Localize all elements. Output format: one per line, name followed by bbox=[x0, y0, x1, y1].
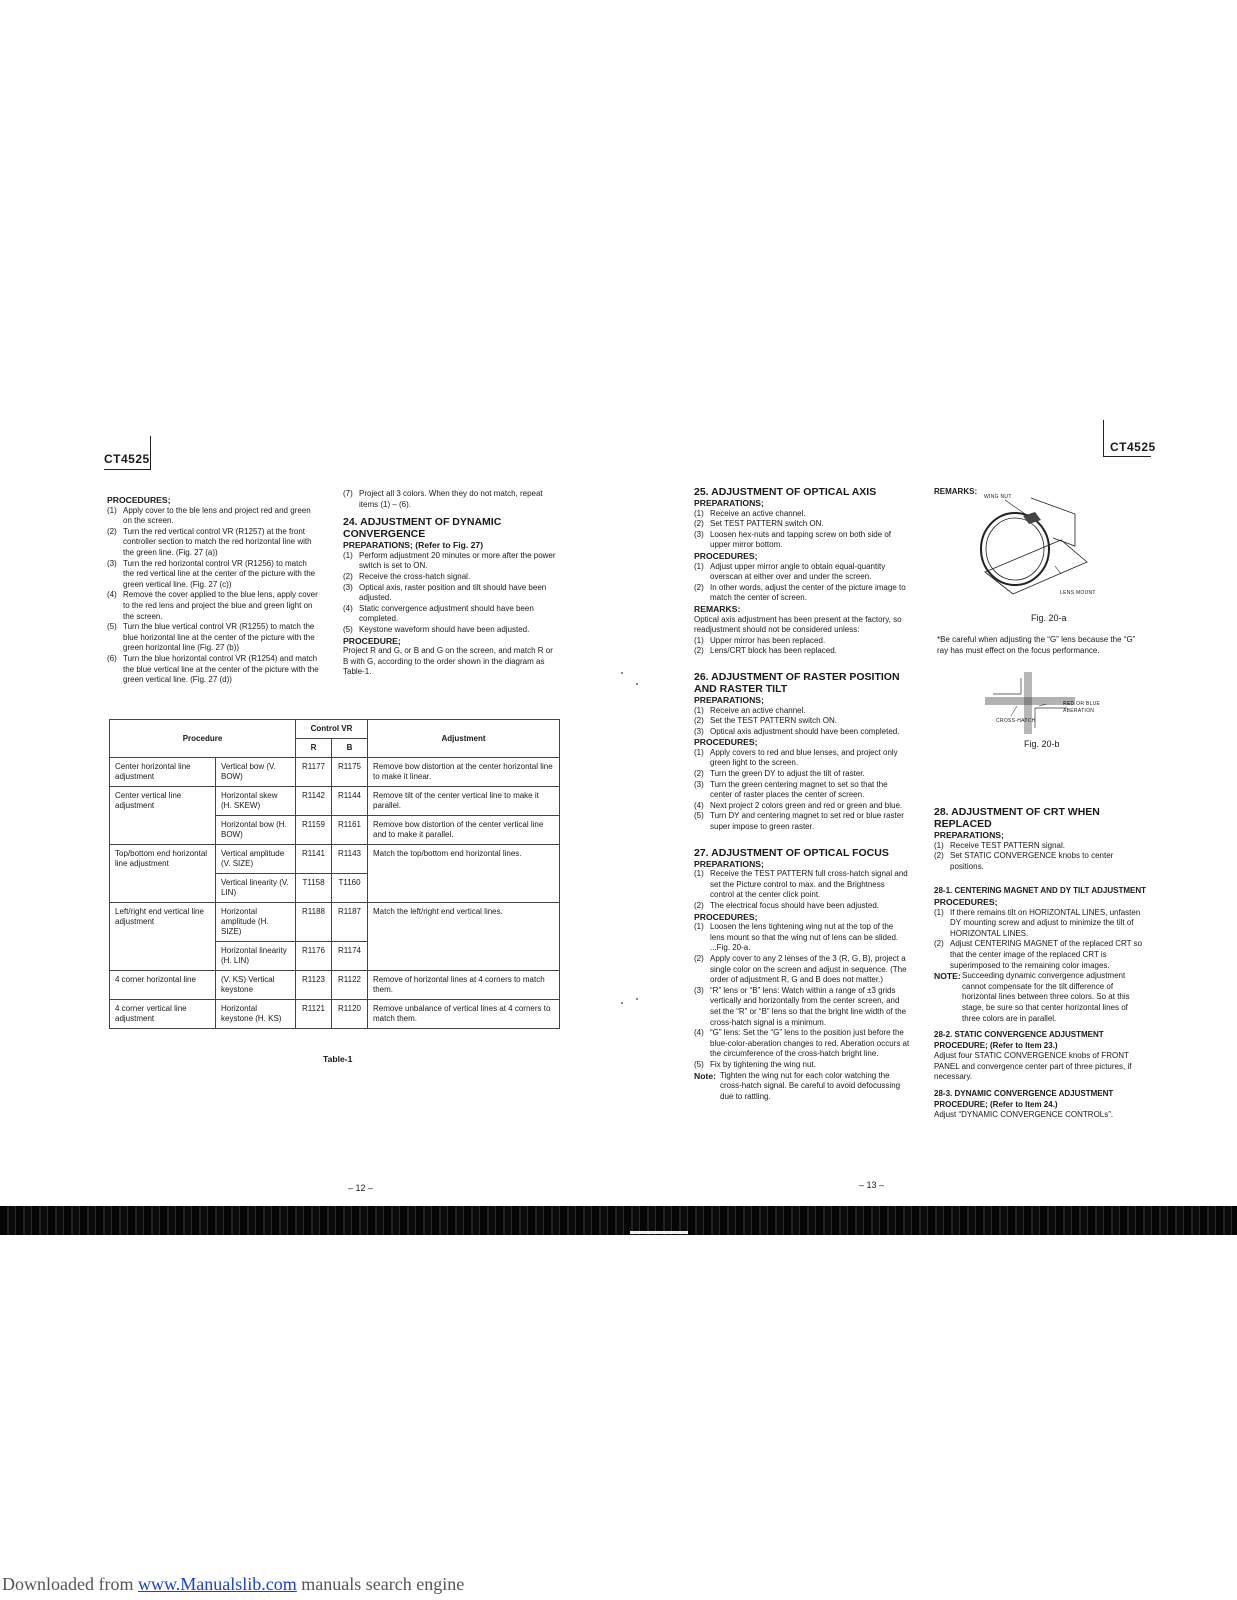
note: NOTE: Succeeding dynamic convergence adjustment cannot compensate for the tilt difference of horizontal lines between three colors. So at this stage, be sure so that center horizontal lines of three colors are in parallel. bbox=[934, 971, 1130, 1023]
list-item: (1) Receive an active channel. bbox=[694, 508, 806, 518]
list-item: (6) Turn the blue horizontal control VR (R1254) and match the blue vertical line at the center of the picture with the green vertical line. (Fig. 27 (d)) bbox=[107, 653, 319, 685]
list-item: (1) If there remains tilt on HORIZONTAL LINES, unfasten DY mounting screw and adjust to minimize the tilt of HORIZONTAL LINES. bbox=[934, 907, 1141, 938]
table-header-procedure: Procedure bbox=[110, 720, 296, 758]
list-item: (3) Turn the green centering magnet to set so that the center of raster places the center of screen. bbox=[694, 779, 888, 800]
list-item: (5) Fix by tightening the wing nut. bbox=[694, 1059, 816, 1069]
table-row: Left/right end vertical line adjustment Horizontal amplitude (H. SIZE) R1188 R1187 Match the left/right end vertical lines. bbox=[110, 903, 560, 942]
scan-speck bbox=[621, 1002, 623, 1004]
procedures-title: PROCEDURES; bbox=[107, 495, 171, 505]
figure-20b-caption: Fig. 20-b bbox=[1024, 739, 1060, 749]
list-item: (1) Receive the TEST PATTERN full cross-hatch signal and set the Picture control to max. and the Brightness control at the center click point. bbox=[694, 869, 908, 900]
list-item: (1) Receive TEST PATTERN signal. bbox=[934, 840, 1065, 850]
table-header-adjustment: Adjustment bbox=[368, 720, 560, 758]
right-column-section-28: 28. ADJUSTMENT OF CRT WHEN REPLACED PREPARATIONS; (1) Receive TEST PATTERN signal. (2) Set STATIC CONVERGENCE knobs to center positions. 28-1. CENTERING MAGNET AND DY TILT ADJUSTMENT PROCEDURES; (1) If there remains tilt on HORIZONTAL LINES, unfasten DY mounting screw and adjust to minimize the tilt of HORIZONTAL LINES. (2) Adjust CENTERING MAGNET of the replaced CRT so that the center image of the replaced CRT is superimposed to the remaining color images. NOTE: Succeeding dynamic convergence adjustment cannot compensate for the tilt difference of horizontal lines between three colors. So at this stage, be sure so that center horizontal lines of three colors are in parallel. 28-2. STATIC CONVERGENCE ADJUSTMENT PROCEDURE; (Refer to Item 23.) Adjust four STATIC CONVERGENCE knobs of FRONT PANEL and convergence center part of three pictures, if necessary. 28-3. DYNAMIC CONVERGENCE ADJUSTMENT PROCEDURE; (Refer to Item 24.) Adjust “DYNAMIC CONVERGENCE CONTROLs”. bbox=[934, 806, 1147, 1120]
table-header-b: B bbox=[332, 739, 368, 758]
section-28-1-title: 28-1. CENTERING MAGNET AND DY TILT ADJUSTMENT bbox=[934, 886, 1147, 896]
list-item: (5) Turn DY and centering magnet to set red or blue raster super impose to green raster. bbox=[694, 811, 904, 832]
list-item: (5) Turn the blue vertical control VR (R1255) to match the blue horizontal line at the center of the picture with the green horizontal line (Fig. 27 (b)) bbox=[107, 622, 315, 653]
note: Note: Tighten the wing nut for each color watching the cross-hatch signal. Be careful to avoid defocussing due to rattling. bbox=[694, 1070, 901, 1101]
section-28-2-title: 28-2. STATIC CONVERGENCE ADJUSTMENT bbox=[934, 1030, 1104, 1040]
list-item: (1) Upper mirror has been replaced. bbox=[694, 635, 826, 645]
manualslib-link[interactable]: www.Manualslib.com bbox=[137, 1574, 297, 1594]
list-item: (1) Receive an active channel. bbox=[694, 705, 806, 715]
scan-speck bbox=[636, 998, 638, 1000]
model-label-right: CT4525 bbox=[1110, 440, 1156, 454]
list-item: (4) “G” lens: Set the “G” lens to the position just before the blue-color-aberation changes to red. Aberation occurs at the circumference of the cross-hatch bright line. bbox=[694, 1028, 910, 1059]
list-item: (1) Apply cover to the ble lens and project red and green on the screen. bbox=[107, 505, 311, 526]
section-24-title: 24. ADJUSTMENT OF DYNAMIC CONVERGENCE bbox=[343, 516, 502, 541]
list-item: (4) Remove the cover applied to the blue lens, apply cover to the red lens and project the blue and green light on the screen. bbox=[107, 590, 318, 621]
table-header-control-vr: Control VR bbox=[296, 720, 368, 739]
red-or-blue-label: RED OR BLUE bbox=[1063, 701, 1101, 707]
list-item: (2) Turn the green DY to adjust the tilt of raster. bbox=[694, 769, 865, 779]
list-item: (3) Turn the red horizontal control VR (R1256) to match the red vertical line at the center of the picture with the green vertical line. (Fig. 27 (c)) bbox=[107, 558, 316, 589]
list-item: (1) Perform adjustment 20 minutes or more after the power switch is set to ON. bbox=[343, 550, 556, 571]
section-25-title: 25. ADJUSTMENT OF OPTICAL AXIS bbox=[694, 486, 877, 498]
left-column-section-24 bbox=[343, 489, 558, 678]
model-label-left: CT4525 bbox=[104, 452, 150, 466]
table-caption: Table-1 bbox=[323, 1054, 353, 1064]
table-row: Center horizontal line adjustment Vertical bow (V. BOW) R1177 R1175 Remove bow distortion at the center horizontal line to make it linear. bbox=[110, 758, 560, 787]
list-item: (2) Adjust CENTERING MAGNET of the replaced CRT so that the center image of the replaced CRT is superimposed to the remaining color images. bbox=[934, 939, 1143, 970]
list-item: (3) Loosen hex-nuts and tapping screw on both side of upper mirror bottom. bbox=[694, 529, 892, 550]
scan-speck bbox=[621, 672, 623, 674]
cross-hatch-figure bbox=[985, 672, 1075, 734]
section-26-title: 26. ADJUSTMENT OF RASTER POSITION AND RASTER TILT bbox=[694, 670, 900, 695]
list-item: (2) The electrical focus should have been adjusted. bbox=[694, 901, 879, 910]
figure-note: *Be careful when adjusting the “G” lens because the “G” ray has must effect on the focus performance. bbox=[937, 635, 1136, 655]
section-24-proc-title: PROCEDURE; bbox=[343, 635, 401, 646]
cross-hatch-label: CROSS-HATCH bbox=[996, 718, 1036, 724]
list-item: (2) Set TEST PATTERN switch ON. bbox=[694, 519, 824, 529]
list-item: (2) In other words, adjust the center of the picture image to match the center of screen. bbox=[694, 582, 906, 603]
right-column-sections-25-27: 25. ADJUSTMENT OF OPTICAL AXIS PREPARATIONS; (1) Receive an active channel. (2) Set TEST PATTERN switch ON. (3) Loosen hex-nuts and tapping screw on both side of upper mirror bottom. PROCEDURES; (1) Adjust upper mirror angle to obtain equal-quantity overscan at either over and under the screen. (2) In other words, adjust the center of the picture image to match the center of screen. REMARKS: Optical axis adjustment has been present at the factory, so readjustment should not be considered unless: (1) Upper mirror has been replaced. (2) Lens/CRT block has been replaced. 26. ADJUSTMENT OF RASTER POSITION AND RASTER TILT PREPARATIONS; (1) Receive an active channel. (2) Set the TEST PATTERN switch ON. (3) Optical axis adjustment should have been completed. PROCEDURES; (1) Apply covers to red and blue lenses, and project only green light to the screen. (2) Turn the green DY to adjust the tilt of raster. (3) Turn the green centering magnet to set so that the center of raster places the center of screen. (4) Next project 2 colors green and red or green and blue. (5) Turn DY and centering magnet to set red or blue raster super impose to green raster. 27. ADJUSTMENT OF OPTICAL FOCUS PREPARATIONS; (1) Receive the TEST PATTERN full cross-hatch signal and set the Picture control to max. and the Brightness control at the center click point. (2) The electrical focus should have been adjusted. PROCEDURES; (1) Loosen the lens tightening wing nut at the top of the lens mount so that the wing nut of lens can be slided. ...Fig. 20-a. (2) Apply cover to any 2 lenses of the 3 (R, G, B), project a single color on the screen and adjust in sequence. (The order of adjustment R, G and B does not matter.) (3) “R” lens or “B” lens: Watch within a range of ±3 grids vertically and horizontally from the center screen, and set the “R” or “B” lens so that the bright line width of the cross-hatch signal is a minimum. (4) “G” lens: Set the “G” lens to the position just before the blue-color-aberation changes to red. Aberation occurs at the circumference of the cross-hatch bright line. (5) Fix by tightening the wing nut. Note: Tighten the wing nut for each color watching the cross-hatch signal. Be careful to avoid defocussing due to rattling. bbox=[694, 486, 910, 1101]
list-item: (2) Turn the red vertical control VR (R1257) at the front controller section to match the red horizontal line with the green line. (Fig. 27 (a)) bbox=[107, 526, 312, 557]
page-number-right: – 13 – bbox=[859, 1180, 885, 1190]
table-row: Top/bottom end horizontal line adjustment Vertical amplitude (V. SIZE) R1141 R1143 Match the top/bottom end horizontal lines. bbox=[110, 845, 560, 874]
figure-remarks-title: REMARKS: bbox=[934, 487, 978, 496]
lens-mount-label: LENS MOUNT bbox=[1060, 590, 1096, 596]
list-item: (2) Lens/CRT block has been replaced. bbox=[694, 646, 837, 656]
list-item: (3) Optical axis, raster position and tilt should have been adjusted. bbox=[343, 582, 547, 603]
download-footer: Downloaded from www.Manualslib.com manuals search engine bbox=[2, 1574, 465, 1594]
list-item: (5) Keystone waveform should have been adjusted. bbox=[343, 624, 530, 634]
list-item: (2) Receive the cross-hatch signal. bbox=[343, 571, 471, 581]
scan-edge-strip bbox=[0, 1206, 1237, 1235]
list-item: (1) Apply covers to red and blue lenses, and project only green light to the screen. bbox=[694, 747, 898, 768]
header-tick-left bbox=[150, 436, 151, 470]
list-item: (2) Apply cover to any 2 lenses of the 3 (R, G, B), project a single color on the screen and adjust in sequence. (The order of adjustment R, G and B does not matter.) bbox=[694, 953, 907, 985]
aberation-label: ABERATION bbox=[1063, 708, 1095, 714]
figure-20a-caption: Fig. 20-a bbox=[1031, 613, 1067, 623]
list-item: (4) Next project 2 colors green and red or green and blue. bbox=[694, 800, 903, 810]
list-item: (2) Set the TEST PATTERN switch ON. bbox=[694, 716, 837, 726]
table-row: Horizontal bow (H. BOW) R1159 R1161 Remove bow distortion of the center vertical line and to make it parallel. bbox=[110, 816, 560, 845]
table-row: Horizontal linearity (H. LIN) R1176 R1174 bbox=[110, 942, 560, 971]
table-row: Center vertical line adjustment Horizontal skew (H. SKEW) R1142 R1144 Remove tilt of the center vertical line to make it parallel. bbox=[110, 787, 560, 816]
list-item: (3) Optical axis adjustment should have been completed. bbox=[694, 726, 900, 736]
section-27-title: 27. ADJUSTMENT OF OPTICAL FOCUS bbox=[694, 846, 889, 859]
left-column-procedures bbox=[107, 495, 320, 686]
adjustment-table bbox=[109, 719, 560, 1029]
list-item: (4) Static convergence adjustment should have been completed. bbox=[343, 603, 534, 624]
wing-nut-label: WING NUT bbox=[984, 494, 1012, 500]
scan-speck bbox=[636, 683, 638, 685]
table-row: 4 corner vertical line adjustment Horizontal keystone (H. KS) R1121 R1120 Remove unbalance of vertical lines at 4 corners to match them. bbox=[110, 1000, 560, 1029]
procedures-list bbox=[107, 506, 320, 686]
section-24-proc-text: Project R and G, or B and G on the screen, and match R or B with G, according to the order shown in the diagram as Table-1. bbox=[343, 646, 553, 677]
list-item: (2) Set STATIC CONVERGENCE knobs to center positions. bbox=[934, 851, 1114, 871]
header-tick-right bbox=[1103, 420, 1104, 457]
page-number-left: – 12 – bbox=[348, 1183, 374, 1193]
section-28-3-title: 28-3. DYNAMIC CONVERGENCE ADJUSTMENT bbox=[934, 1089, 1114, 1099]
section-24-prep-title: PREPARATIONS; (Refer to Fig. 27) bbox=[343, 540, 484, 551]
section-28-title: 28. ADJUSTMENT OF CRT WHEN REPLACED bbox=[934, 806, 1100, 830]
lens-mount-figure bbox=[975, 494, 1095, 600]
table-header-r: R bbox=[296, 739, 332, 758]
table-row: Vertical linearity (V. LIN) T1158 T1160 bbox=[110, 874, 560, 903]
list-item: (1) Adjust upper mirror angle to obtain equal-quantity overscan at either over and under the screen. bbox=[694, 561, 886, 582]
scan-edge-highlight bbox=[630, 1231, 688, 1234]
list-item: (7) Project all 3 colors. When they do not match, repeat items (1) – (6). bbox=[343, 489, 543, 509]
header-rule-right bbox=[1103, 456, 1151, 457]
header-rule-left bbox=[104, 469, 151, 470]
table-row: 4 corner horizontal line (V. KS) Vertical keystone R1123 R1122 Remove of horizontal lines at 4 corners to match them. bbox=[110, 971, 560, 1000]
list-item: (3) “R” lens or “B” lens: Watch within a range of ±3 grids vertically and horizontally from the center screen, and set the “R” or “B” lens so that the bright line width of the cross-hatch signal is a minimum. bbox=[694, 985, 907, 1027]
list-item: (1) Loosen the lens tightening wing nut at the top of the lens mount so that the wing nut of lens can be slided. ...Fig. 20-a. bbox=[694, 922, 899, 953]
